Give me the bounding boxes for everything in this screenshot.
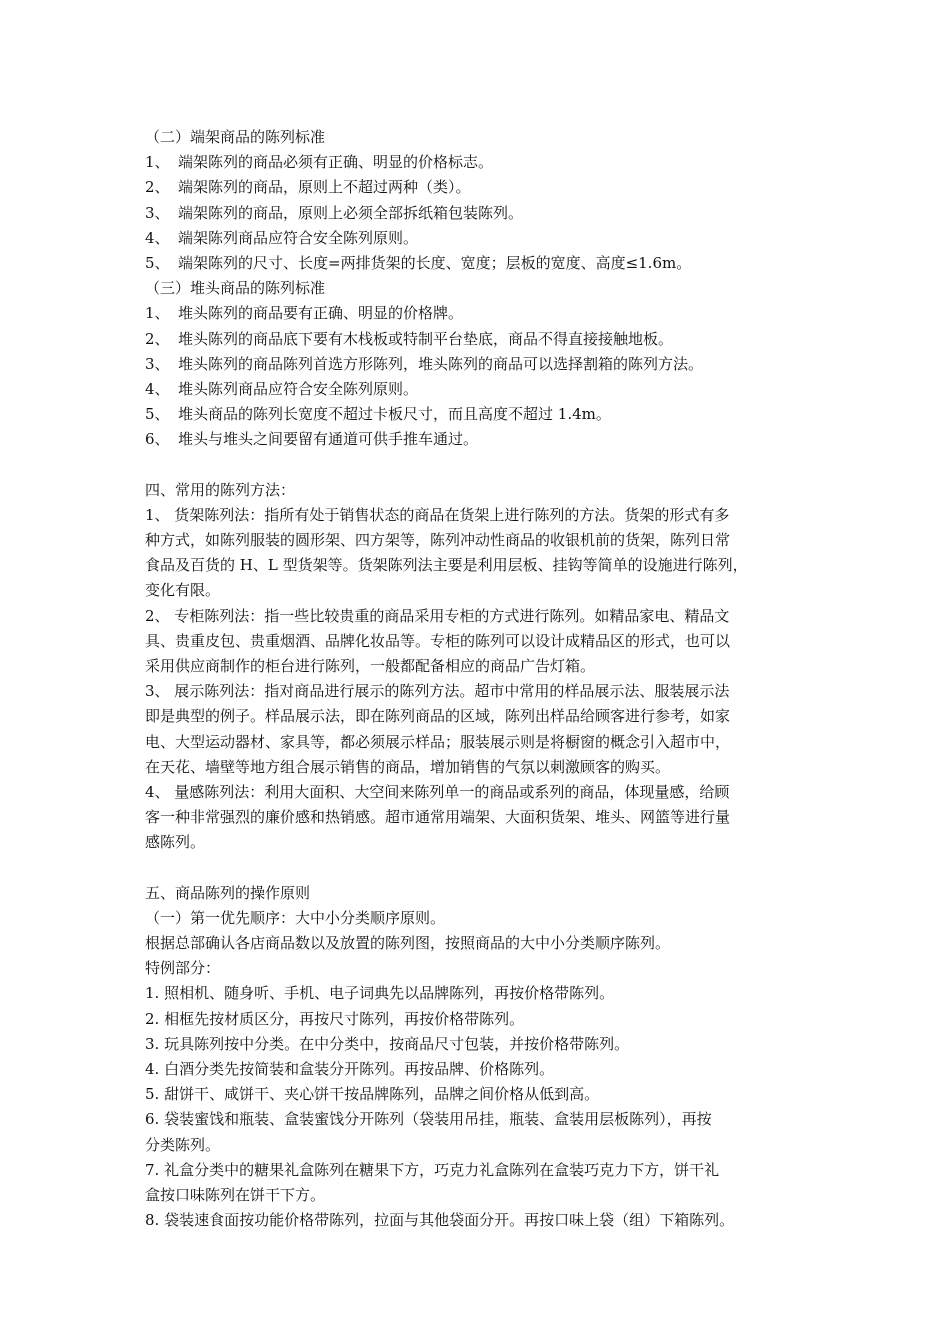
special-cases-label: 特例部分： — [145, 959, 221, 978]
spacer — [145, 452, 830, 477]
section3-title: （三）堆头商品的陈列标准 — [145, 279, 326, 298]
part4-list — [145, 503, 830, 856]
spacer — [145, 855, 830, 880]
list-item: 7. 礼盒分类中的糖果礼盒陈列在糖果下方，巧克力礼盒陈列在盒装巧克力下方，饼干礼 盒按口味陈列在饼干下方。 — [145, 1160, 720, 1204]
list-item: 8. 袋装速食面按功能价格带陈列，拉面与其他袋面分开。再按口味上袋（组）下箱陈列。 — [145, 1211, 735, 1230]
list-item: 3. 玩具陈列按中分类。在中分类中，按商品尺寸包装，并按价格带陈列。 — [145, 1034, 630, 1053]
list-item: 4. 白酒分类先按简装和盒装分开陈列。再按品牌、价格陈列。 — [145, 1059, 555, 1078]
list-item: 3、 端架陈列的商品，原则上必须全部拆纸箱包装陈列。 — [145, 203, 524, 222]
list-item: 1、 堆头陈列的商品要有正确、明显的价格牌。 — [145, 304, 464, 323]
section2-list — [145, 150, 830, 276]
list-item: 1、 端架陈列的商品必须有正确、明显的价格标志。 — [145, 153, 494, 172]
list-item: 4、 端架陈列商品应符合安全陈列原则。 — [145, 228, 419, 247]
section3-list — [145, 301, 830, 452]
list-item: 4、 堆头陈列商品应符合安全陈列原则。 — [145, 379, 419, 398]
part4-title: 四、常用的陈列方法： — [145, 480, 296, 499]
list-item: 6、 堆头与堆头之间要留有通道可供手推车通过。 — [145, 430, 479, 449]
list-item: 2. 相框先按材质区分，再按尺寸陈列，再按价格带陈列。 — [145, 1009, 525, 1028]
section2-title: （二）端架商品的陈列标准 — [145, 128, 326, 146]
part5-title: 五、商品陈列的操作原则 — [145, 883, 311, 902]
method-paragraph: 2、 专柜陈列法：指一些比较贵重的商品采用专柜的方式进行陈列。如精品家电、精品文 具、贵重皮包、贵重烟酒、品牌化妆品等。专柜的陈列可以设计成精品区的形式，也可以 采用供应商制作的柜台进行陈列，一般都配备相应的商品广告灯箱。 — [145, 606, 731, 675]
list-item: 2、 端架陈列的商品，原则上不超过两种（类）。 — [145, 178, 471, 197]
list-item: 6. 袋装蜜饯和瓶装、盒装蜜饯分开陈列（袋装用吊挂，瓶装、盒装用层板陈列），再按 分类陈列。 — [145, 1110, 712, 1154]
list-item: 5、 端架陈列的尺寸、长度=两排货架的长度、宽度；层板的宽度、高度≤1.6m。 — [145, 253, 692, 272]
list-item: 5. 甜饼干、咸饼干、夹心饼干按品牌陈列，品牌之间价格从低到高。 — [145, 1085, 600, 1104]
part5-paragraph: 根据总部确认各店商品数以及放置的陈列图，按照商品的大中小分类顺序陈列。 — [145, 934, 671, 952]
method-paragraph: 1、 货架陈列法：指所有处于销售状态的商品在货架上进行陈列的方法。货架的形式有多 种方式，如陈列服装的圆形架、四方架等，陈列冲动性商品的收银机前的货架，陈列日常 食品及百货的 H、L 型货架等。货架陈列法主要是利用层板、挂钩等简单的设施进行陈列， 变化有限。 — [145, 505, 748, 600]
list-item: 1. 照相机、随身听、手机、电子词典先以品牌陈列，再按价格带陈列。 — [145, 984, 615, 1003]
list-item: 5、 堆头商品的陈列长宽度不超过卡板尺寸，而且高度不超过 1.4m。 — [145, 405, 611, 424]
part5-list — [145, 981, 830, 1233]
method-paragraph: 4、 量感陈列法：利用大面积、大空间来陈列单一的商品或系列的商品，体现量感，给顾 客一种非常强烈的廉价感和热销感。超市通常用端架、大面积货架、堆头、网篮等进行量 感陈列。 — [145, 782, 731, 852]
part5-subtitle: （一）第一优先顺序：大中小分类顺序原则。 — [145, 908, 446, 927]
list-item: 2、 堆头陈列的商品底下要有木栈板或特制平台垫底，商品不得直接接触地板。 — [145, 329, 674, 348]
list-item: 3、 堆头陈列的商品陈列首选方形陈列，堆头陈列的商品可以选择割箱的陈列方法。 — [145, 354, 704, 373]
method-paragraph: 3、 展示陈列法：指对商品进行展示的陈列方法。超市中常用的样品展示法、服装展示法 即是典型的例子。样品展示法，即在陈列商品的区域，陈列出样品给顾客进行参考，如家 电、大型运动器材、家具等，都必须展示样品；服装展示则是将橱窗的概念引入超市中， 在天花、墙壁等地方组合展示销售的商品，增加销售的气氛以刺激顾客的购买。 — [145, 682, 731, 776]
